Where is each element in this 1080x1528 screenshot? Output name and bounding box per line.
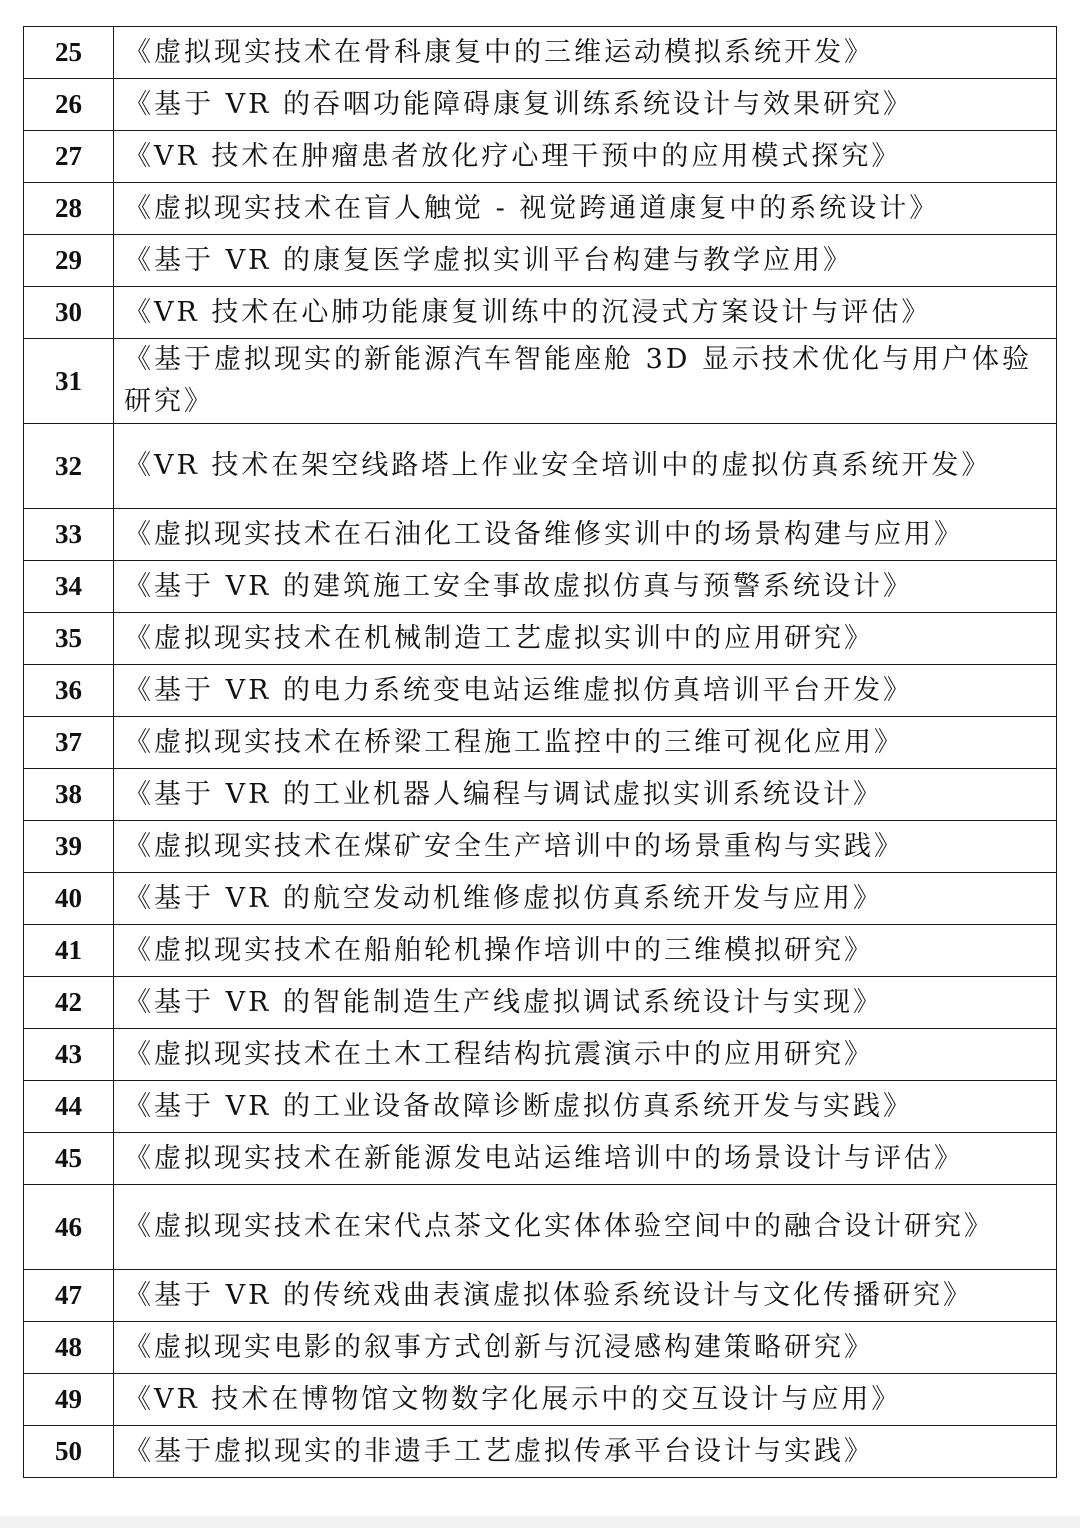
row-title: 《虚拟现实技术在宋代点茶文化实体体验空间中的融合设计研究》 (114, 1185, 1057, 1270)
row-number: 25 (24, 27, 114, 79)
row-number: 40 (24, 873, 114, 925)
row-title: 《基于虚拟现实的非遗手工艺虚拟传承平台设计与实践》 (114, 1426, 1057, 1478)
row-title: 《基于 VR 的传统戏曲表演虚拟体验系统设计与文化传播研究》 (114, 1270, 1057, 1322)
row-number: 48 (24, 1322, 114, 1374)
row-number: 47 (24, 1270, 114, 1322)
row-number: 36 (24, 665, 114, 717)
table-row (24, 1270, 1057, 1322)
table-row (24, 1322, 1057, 1374)
row-title: 《虚拟现实技术在新能源发电站运维培训中的场景设计与评估》 (114, 1133, 1057, 1185)
table-row (24, 183, 1057, 235)
row-title: 《虚拟现实技术在船舶轮机操作培训中的三维模拟研究》 (114, 925, 1057, 977)
table-row (24, 1029, 1057, 1081)
row-title: 《虚拟现实电影的叙事方式创新与沉浸感构建策略研究》 (114, 1322, 1057, 1374)
row-title: 《VR 技术在心肺功能康复训练中的沉浸式方案设计与评估》 (114, 287, 1057, 339)
row-title: 《虚拟现实技术在机械制造工艺虚拟实训中的应用研究》 (114, 613, 1057, 665)
table-row (24, 27, 1057, 79)
row-title: 《基于 VR 的吞咽功能障碍康复训练系统设计与效果研究》 (114, 79, 1057, 131)
row-number: 28 (24, 183, 114, 235)
table-row (24, 821, 1057, 873)
row-number: 30 (24, 287, 114, 339)
row-title: 《VR 技术在架空线路塔上作业安全培训中的虚拟仿真系统开发》 (114, 424, 1057, 509)
row-number: 43 (24, 1029, 114, 1081)
row-number: 45 (24, 1133, 114, 1185)
table-row (24, 1374, 1057, 1426)
table-row (24, 1426, 1057, 1478)
table-row (24, 873, 1057, 925)
table-row (24, 131, 1057, 183)
row-title: 《基于 VR 的康复医学虚拟实训平台构建与教学应用》 (114, 235, 1057, 287)
row-number: 42 (24, 977, 114, 1029)
bottom-margin-strip (0, 1516, 1080, 1528)
row-number: 27 (24, 131, 114, 183)
row-number: 44 (24, 1081, 114, 1133)
row-number: 39 (24, 821, 114, 873)
table-row (24, 509, 1057, 561)
table-row (24, 665, 1057, 717)
row-title: 《基于 VR 的航空发动机维修虚拟仿真系统开发与应用》 (114, 873, 1057, 925)
row-number: 31 (24, 339, 114, 424)
row-title: 《基于 VR 的建筑施工安全事故虚拟仿真与预警系统设计》 (114, 561, 1057, 613)
row-title: 《虚拟现实技术在石油化工设备维修实训中的场景构建与应用》 (114, 509, 1057, 561)
row-number: 34 (24, 561, 114, 613)
row-number: 29 (24, 235, 114, 287)
row-number: 49 (24, 1374, 114, 1426)
row-title: 《基于 VR 的电力系统变电站运维虚拟仿真培训平台开发》 (114, 665, 1057, 717)
row-number: 38 (24, 769, 114, 821)
table-row (24, 1081, 1057, 1133)
row-title: 《VR 技术在博物馆文物数字化展示中的交互设计与应用》 (114, 1374, 1057, 1426)
topic-table (23, 26, 1057, 1478)
row-title: 《基于虚拟现实的新能源汽车智能座舱 3D 显示技术优化与用户体验研究》 (114, 339, 1057, 424)
row-number: 33 (24, 509, 114, 561)
row-title: 《基于 VR 的工业设备故障诊断虚拟仿真系统开发与实践》 (114, 1081, 1057, 1133)
row-number: 26 (24, 79, 114, 131)
table-row (24, 925, 1057, 977)
row-title: 《基于 VR 的智能制造生产线虚拟调试系统设计与实现》 (114, 977, 1057, 1029)
row-number: 32 (24, 424, 114, 509)
table-row (24, 1133, 1057, 1185)
table-row (24, 424, 1057, 509)
row-number: 41 (24, 925, 114, 977)
row-number: 35 (24, 613, 114, 665)
table-row (24, 717, 1057, 769)
table-row (24, 613, 1057, 665)
table-row (24, 235, 1057, 287)
row-title: 《虚拟现实技术在骨科康复中的三维运动模拟系统开发》 (114, 27, 1057, 79)
table-row (24, 339, 1057, 424)
row-title: 《虚拟现实技术在土木工程结构抗震演示中的应用研究》 (114, 1029, 1057, 1081)
table-row (24, 977, 1057, 1029)
table-row (24, 561, 1057, 613)
row-number: 50 (24, 1426, 114, 1478)
table-row (24, 287, 1057, 339)
row-number: 46 (24, 1185, 114, 1270)
row-title: 《基于 VR 的工业机器人编程与调试虚拟实训系统设计》 (114, 769, 1057, 821)
row-title: 《虚拟现实技术在盲人触觉 - 视觉跨通道康复中的系统设计》 (114, 183, 1057, 235)
table-row (24, 1185, 1057, 1270)
row-number: 37 (24, 717, 114, 769)
row-title: 《VR 技术在肿瘤患者放化疗心理干预中的应用模式探究》 (114, 131, 1057, 183)
table-row (24, 769, 1057, 821)
table-row (24, 79, 1057, 131)
row-title: 《虚拟现实技术在桥梁工程施工监控中的三维可视化应用》 (114, 717, 1057, 769)
row-title: 《虚拟现实技术在煤矿安全生产培训中的场景重构与实践》 (114, 821, 1057, 873)
